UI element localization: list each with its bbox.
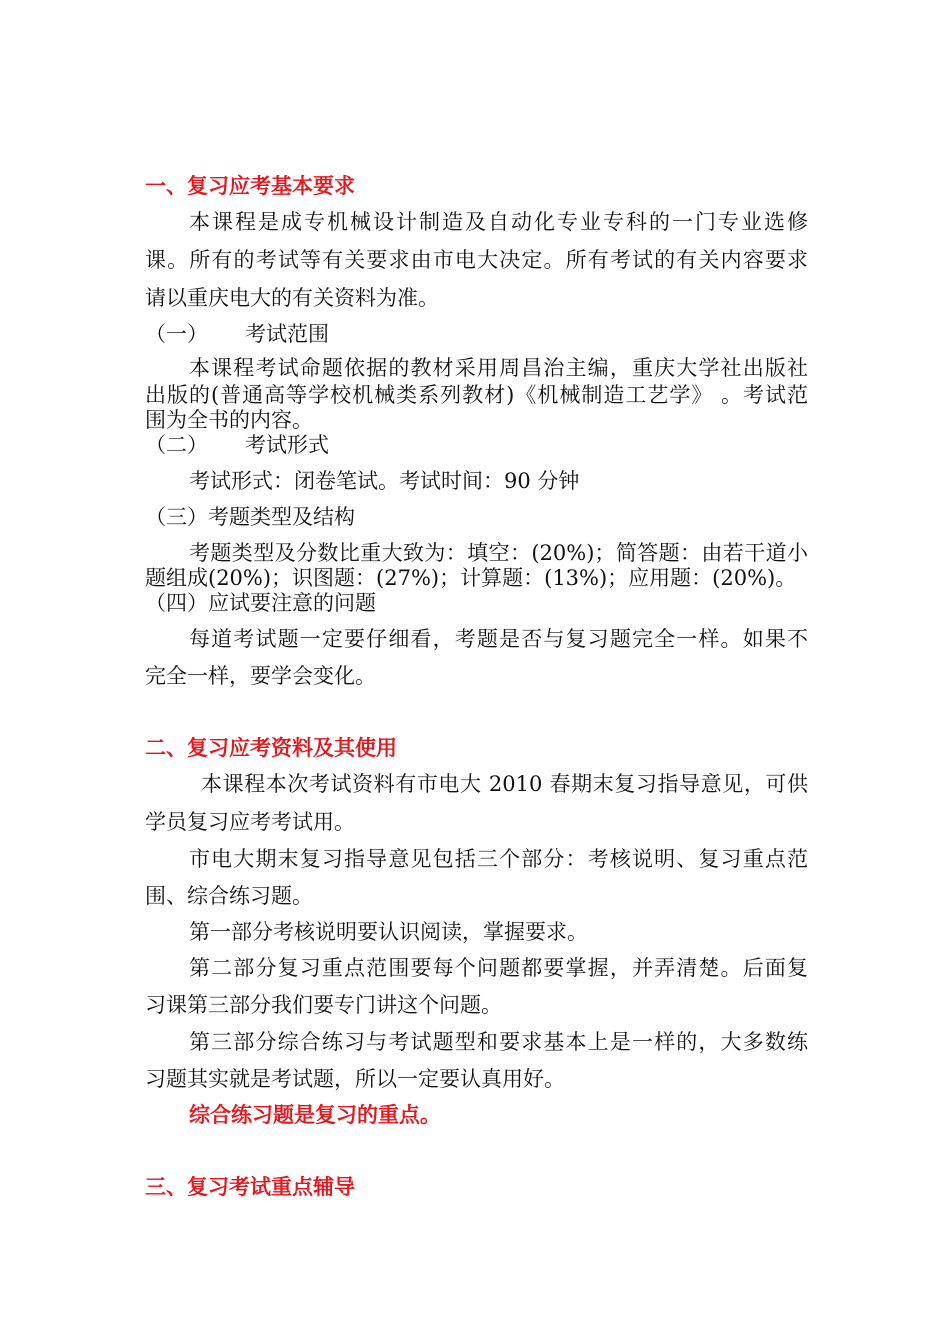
subsection1-heading [145, 320, 329, 348]
subsection4-body-line1: 每道考试题一定要仔细看，考题是否与复习题完全一样。如果不 [189, 627, 808, 651]
section2-p3: 第一部分考核说明要认识阅读，掌握要求。 [189, 920, 588, 944]
subsection3-body-line1: 考题类型及分数比重大致为：填空：(20%)；简答题：由若干道小 [189, 541, 808, 565]
section2-p4-line2: 习课第三部分我们要专门讲这个问题。 [145, 993, 502, 1017]
subsection1-body-line3: 围为全书的内容。 [145, 408, 313, 432]
section2-heading: 二、复习应考资料及其使用 [145, 736, 397, 760]
section2-p5-line1: 第三部分综合练习与考试题型和要求基本上是一样的，大多数练 [189, 1030, 808, 1054]
section3-heading: 三、复习考试重点辅导 [145, 1175, 355, 1199]
section1-intro-line1: 本课程是成专机械设计制造及自动化专业专科的一门专业选修 [189, 210, 808, 234]
section2-emphasis: 综合练习题是复习的重点。 [189, 1103, 441, 1127]
section2-p2-line1: 市电大期末复习指导意见包括三个部分：考核说明、复习重点范 [189, 847, 808, 871]
subsection3-body-line2: 题组成(20%)；识图题：(27%)；计算题：(13%)；应用题：(20%)。 [145, 566, 797, 590]
subsection1-number: （一） [145, 322, 208, 346]
subsection4-heading: （四）应试要注意的问题 [145, 591, 376, 615]
subsection3-heading: （三）考题类型及结构 [145, 505, 355, 529]
subsection4-body-line2: 完全一样，要学会变化。 [145, 664, 376, 688]
subsection2-number: （二） [145, 433, 208, 457]
subsection1-body-line1: 本课程考试命题依据的教材采用周昌治主编，重庆大学社出版社 [189, 356, 808, 380]
subsection1-body-line2: 出版的(普通高等学校机械类系列教材)《机械制造工艺学》 。考试范 [145, 383, 808, 407]
subsection2-title: 考试形式 [245, 433, 329, 457]
section1-intro-line2: 课。所有的考试等有关要求由市电大决定。所有考试的有关内容要求 [145, 248, 808, 272]
section2-p1-line2: 学员复习应考考试用。 [145, 810, 355, 834]
section2-p1-line1: 本课程本次考试资料有市电大 2010 春期末复习指导意见，可供 [201, 772, 808, 796]
section1-intro-line3: 请以重庆电大的有关资料为准。 [145, 286, 439, 310]
subsection1-title: 考试范围 [245, 322, 329, 346]
subsection2-body: 考试形式：闭卷笔试。考试时间：90 分钟 [189, 469, 580, 493]
subsection2-heading [145, 431, 329, 459]
section1-heading: 一、复习应考基本要求 [145, 174, 355, 198]
section2-p4-line1: 第二部分复习重点范围要每个问题都要掌握，并弄清楚。后面复 [189, 956, 808, 980]
section2-p5-line2: 习题其实就是考试题，所以一定要认真用好。 [145, 1067, 565, 1091]
section2-p2-line2: 围、综合练习题。 [145, 884, 313, 908]
